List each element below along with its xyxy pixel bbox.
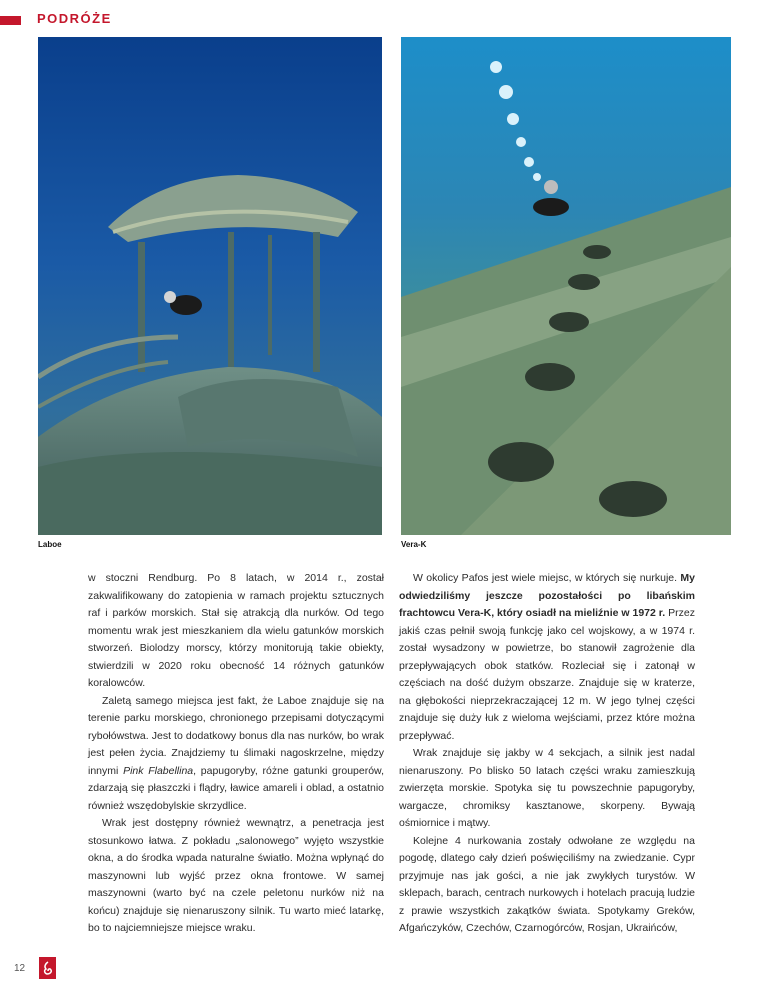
photo-vera-k-wreck — [401, 37, 731, 535]
article-column-right — [399, 570, 695, 938]
section-title: PODRÓŻE — [37, 11, 112, 26]
section-marker — [0, 16, 21, 25]
photo-laboe-wreck — [38, 37, 382, 535]
article-column-left — [88, 570, 384, 938]
paragraph: Wrak jest dostępny również wewnątrz, a penetracja jest stosunkowo łatwa. Z pokładu „salonowego” wyjęto wszystkie okna, a do środka wpada naturalne światło. Można wpłynąć do maszynowni lub wyjść przez okna frontowe. W samej maszynowni (warto być na czele peletonu nurków niż na końcu) znajduje się nienaruszony silnik. Tu warto mieć latarkę, bo to najciemniejsze miejsce wraku. — [88, 817, 384, 934]
photo-caption-left: Laboe — [38, 540, 62, 549]
paragraph: Kolejne 4 nurkowania zostały odwołane ze względu na pogodę, dlatego cały dzień poświęciliśmy na zwiedzanie. Cypr przyjmuje nas jak gości, a nie jak zwykłych turystów. W sklepach, barach, centrach nurkowych i hotelach pracują ludzie z prawie wszystkich zakątków świata. Spotykamy Greków, Afgańczyków, Czechów, Czarnogórców, Rosjan, Ukraińców, — [399, 834, 695, 934]
paragraph: w stoczni Rendburg. Po 8 latach, w 2014 r., został zakwalifikowany do zatopienia w ramach projektu sztucznych raf i parków morskich. Stał się atrakcją dla nurków. Od tego momentu wrak jest mieszkaniem dla wielu gatunków morskich stworzeń. Biolodzy morscy, którzy monitorują takie obiekty, stwierdzili w 2020 roku obecność 14 różnych gatunków koralowców. — [88, 572, 384, 689]
paragraph: Wrak znajduje się jakby w 4 sekcjach, a silnik jest nadal nienaruszony. Po blisko 50 latach części wraku zamieszkują zwierzęta morskie. Spotyka się tu powszechnie papugoryby, wargacze, chromiksy kasztanowe, skorpeny. Bywają ośmiornice i mątwy. — [399, 747, 695, 829]
species-name: Pink Flabellina — [123, 764, 194, 777]
page-number: 12 — [14, 963, 26, 974]
magazine-logo-icon — [39, 957, 56, 979]
paragraph: Zaletą samego miejsca jest fakt, że Laboe znajduje się na terenie parku morskiego, chronionego przepisami dotyczącymi rybołówstwa. Jest to dodatkowy bonus dla nas nurków, bo wrak jest pełen życia. Znajdziemy tu ślimaki nagoskrzelne, między innymi Pink Flabellina, papugoryby, różne gatunki grouperów, zdarzają się płaszczki i flądry, ławice amareli i oblad, a ostatnio również wszędobylskie skrzydlice. — [88, 694, 384, 812]
paragraph: W okolicy Pafos jest wiele miejsc, w których się nurkuje. My odwiedziliśmy jeszcze pozostałości po libańskim frachtowcu Vera-K, który osiadł na mieliźnie w 1972 r. Przez jakiś czas pełnił swoją funkcję jako cel wojskowy, a w 1974 r. został wysadzony w powietrze, bo stanowił zagrożenie dla przepływających obok statków. Rozleciał się i zatonął w częściach na dość dużym obszarze. Znajduje się w kraterze, na głębokości nieprzekraczającej 12 m. W jego tylnej części znajduje się duży łuk z wieloma wejściami, przez które można przepływać. — [399, 572, 695, 742]
photo-caption-right: Vera-K — [401, 540, 427, 549]
highlight-text: My odwiedziliśmy jeszcze pozostałości po libańskim frachtowcu Vera-K, który osiadł na mieliźnie w 1972 r. — [399, 572, 695, 619]
